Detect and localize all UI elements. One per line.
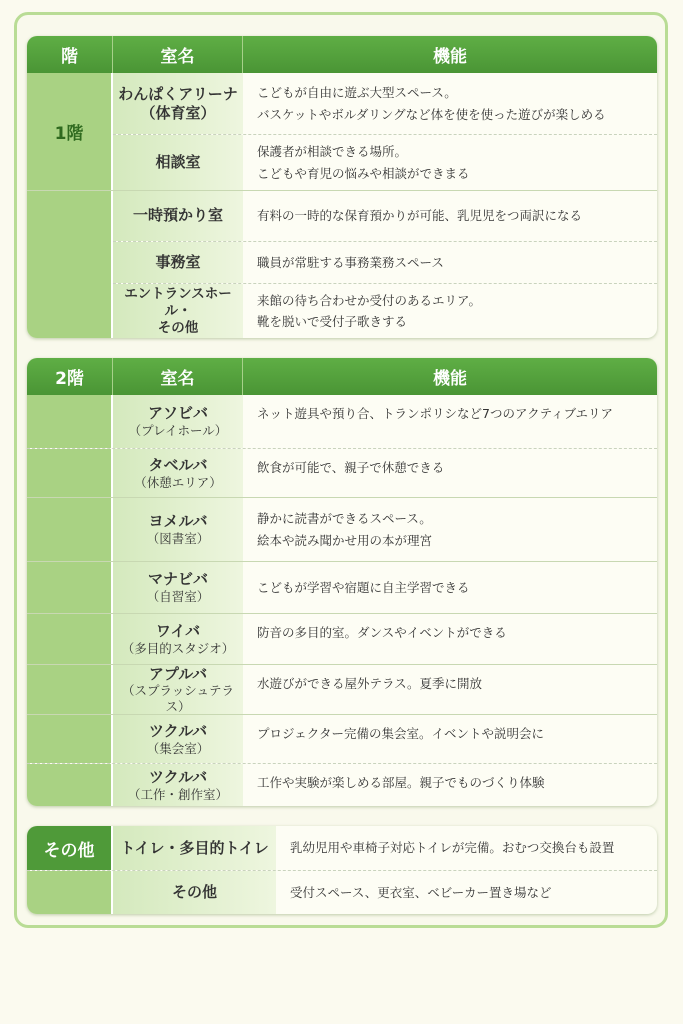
floor-cell — [27, 871, 113, 914]
room-function — [243, 449, 657, 497]
table-row — [27, 395, 657, 448]
room-name-main: アソビバ — [147, 404, 208, 423]
room-name-sub: （集会室） — [146, 740, 210, 756]
room-name — [113, 191, 243, 241]
room-name-main: ワイバ — [155, 621, 201, 640]
table-header — [27, 36, 657, 73]
floor-label: 1階 — [27, 73, 113, 190]
room-name-main: 事務室 — [155, 253, 201, 272]
function-line: 有料の一時的な保育預かりが可能、乳児児をつ両訳になる — [257, 208, 583, 224]
header-room-name: 室名 — [113, 36, 243, 73]
room-function — [243, 73, 657, 134]
floor1-group-a — [27, 73, 657, 190]
room-function — [243, 498, 657, 561]
table-row — [27, 497, 657, 561]
room-name — [113, 665, 243, 714]
room-name — [113, 135, 243, 190]
room-name — [113, 395, 243, 448]
room-name-main: エントランスホール・ — [124, 285, 232, 319]
room-function — [243, 764, 657, 806]
room-name — [113, 284, 243, 338]
function-line: 絵本や読み聞かせ用の本が理宮 — [257, 532, 433, 548]
table-row — [113, 283, 657, 338]
room-function — [243, 715, 657, 763]
function-line: 保護者が相談できる場所。 — [257, 144, 408, 160]
room-name — [113, 562, 243, 613]
table-row — [27, 714, 657, 763]
room-name — [113, 73, 243, 134]
room-name-sub: （スプラッシュテラス） — [121, 683, 234, 714]
room-name — [113, 764, 243, 806]
room-name-sub: （プレイホール） — [128, 423, 228, 439]
room-name-sub: （多目的スタジオ） — [121, 640, 235, 656]
room-name-main: ツクルバ — [148, 721, 208, 740]
room-name-sub: （工作・創作室） — [127, 786, 228, 802]
room-name-main: マナビバ — [147, 570, 208, 589]
room-name — [113, 715, 243, 763]
function-line: 職員が常駐する事務業務スペース — [257, 254, 444, 270]
function-line: 防音の多目的室。ダンスやイベントができる — [257, 625, 507, 640]
room-function — [243, 191, 657, 241]
floor-cell — [27, 498, 113, 561]
room-name-main: タベルバ — [148, 455, 208, 474]
room-name-sub: （図書室） — [146, 531, 210, 547]
header-floor: その他 — [27, 826, 113, 870]
floor-cell — [27, 764, 113, 806]
room-function — [243, 665, 657, 714]
room-function — [243, 135, 657, 190]
function-line: ネット遊具や預り合、トランポリシなど7つのアクティブエリア — [257, 406, 613, 421]
function-line: 静かに読書ができるスペース。 — [257, 511, 432, 527]
function-line: 水遊びができる屋外テラス。夏季に開放 — [257, 676, 483, 691]
room-name-sub: （体育室） — [140, 103, 216, 122]
floor-cell — [27, 191, 113, 338]
function-line: プロジェクター完備の集会室。イベントや説明会に — [257, 726, 545, 741]
function-line: こどもが学習や宿題に自主学習できる — [257, 579, 470, 595]
room-name — [113, 242, 243, 284]
room-name — [113, 614, 243, 664]
table-row — [27, 664, 657, 714]
room-function — [243, 242, 657, 284]
room-name — [113, 498, 243, 561]
room-name-main: 相談室 — [155, 153, 201, 172]
function-line: 乳幼児用や車椅子対応トイレが完備。おむつ交換台も設置 — [290, 840, 615, 856]
function-line: こどもや育児の悩みや相談ができまる — [257, 165, 470, 181]
table-row — [27, 763, 657, 806]
room-name-main: その他 — [171, 883, 217, 902]
header-floor: 2階 — [27, 358, 113, 395]
floor-cell — [27, 449, 113, 497]
room-function — [276, 826, 657, 870]
header-function: 機能 — [433, 47, 467, 67]
table-row — [27, 561, 657, 613]
room-name-main: アプルバ — [148, 664, 208, 683]
room-name-sub: （休憩エリア） — [134, 474, 222, 490]
function-line: こどもが自由に遊ぶ大型スペース。 — [257, 85, 457, 101]
room-name — [113, 449, 243, 497]
room-name-main: ヨメルバ — [148, 512, 208, 531]
room-name — [113, 826, 276, 870]
floor-cell — [27, 562, 113, 613]
room-function — [276, 871, 657, 914]
table-row — [113, 191, 657, 241]
room-function — [243, 284, 657, 338]
table-row — [27, 613, 657, 664]
table-header — [27, 358, 657, 395]
function-line: 受付スペース、更衣室、ベビーカー置き場など — [290, 884, 552, 900]
table-row — [113, 73, 657, 134]
function-line: 工作や実験が楽しめる部屋。親子でものづくり体験 — [257, 775, 545, 790]
room-name-main: トイレ・多目的トイレ — [120, 838, 269, 857]
other-table — [27, 826, 657, 914]
floor-cell — [27, 715, 113, 763]
table-row — [27, 448, 657, 497]
floor-cell — [27, 614, 113, 664]
function-line: バスケットやボルダリングなど体を使を使った遊びが楽しめる — [257, 106, 606, 122]
table-row — [113, 134, 657, 190]
room-name — [113, 871, 276, 914]
room-name-sub: その他 — [157, 319, 199, 336]
function-line: 靴を脱いで受付子歌きする — [257, 314, 408, 330]
room-name-main: わんぱくアリーナ — [118, 84, 238, 103]
floor1-table — [27, 36, 657, 338]
function-line: 飲食が可能で、親子で休憩できる — [257, 460, 445, 475]
floor2-table — [27, 358, 657, 806]
header-room-name: 室名 — [113, 358, 243, 395]
room-function — [243, 562, 657, 613]
function-line: 来館の待ち合わせか受付のあるエリア。 — [257, 292, 482, 308]
room-name-main: 一時預かり室 — [132, 206, 223, 225]
floor-cell — [27, 665, 113, 714]
header-floor: 階 — [27, 36, 113, 73]
table-row — [27, 870, 657, 914]
table-row — [113, 241, 657, 284]
room-name-sub: （自習室） — [146, 589, 210, 605]
floor-cell — [27, 395, 113, 448]
header-function: 機能 — [433, 369, 467, 389]
table-row — [27, 826, 657, 870]
floor1-group-b — [27, 190, 657, 338]
room-function — [243, 614, 657, 664]
room-function — [243, 395, 657, 448]
room-name-main: ツクルバ — [148, 767, 208, 786]
